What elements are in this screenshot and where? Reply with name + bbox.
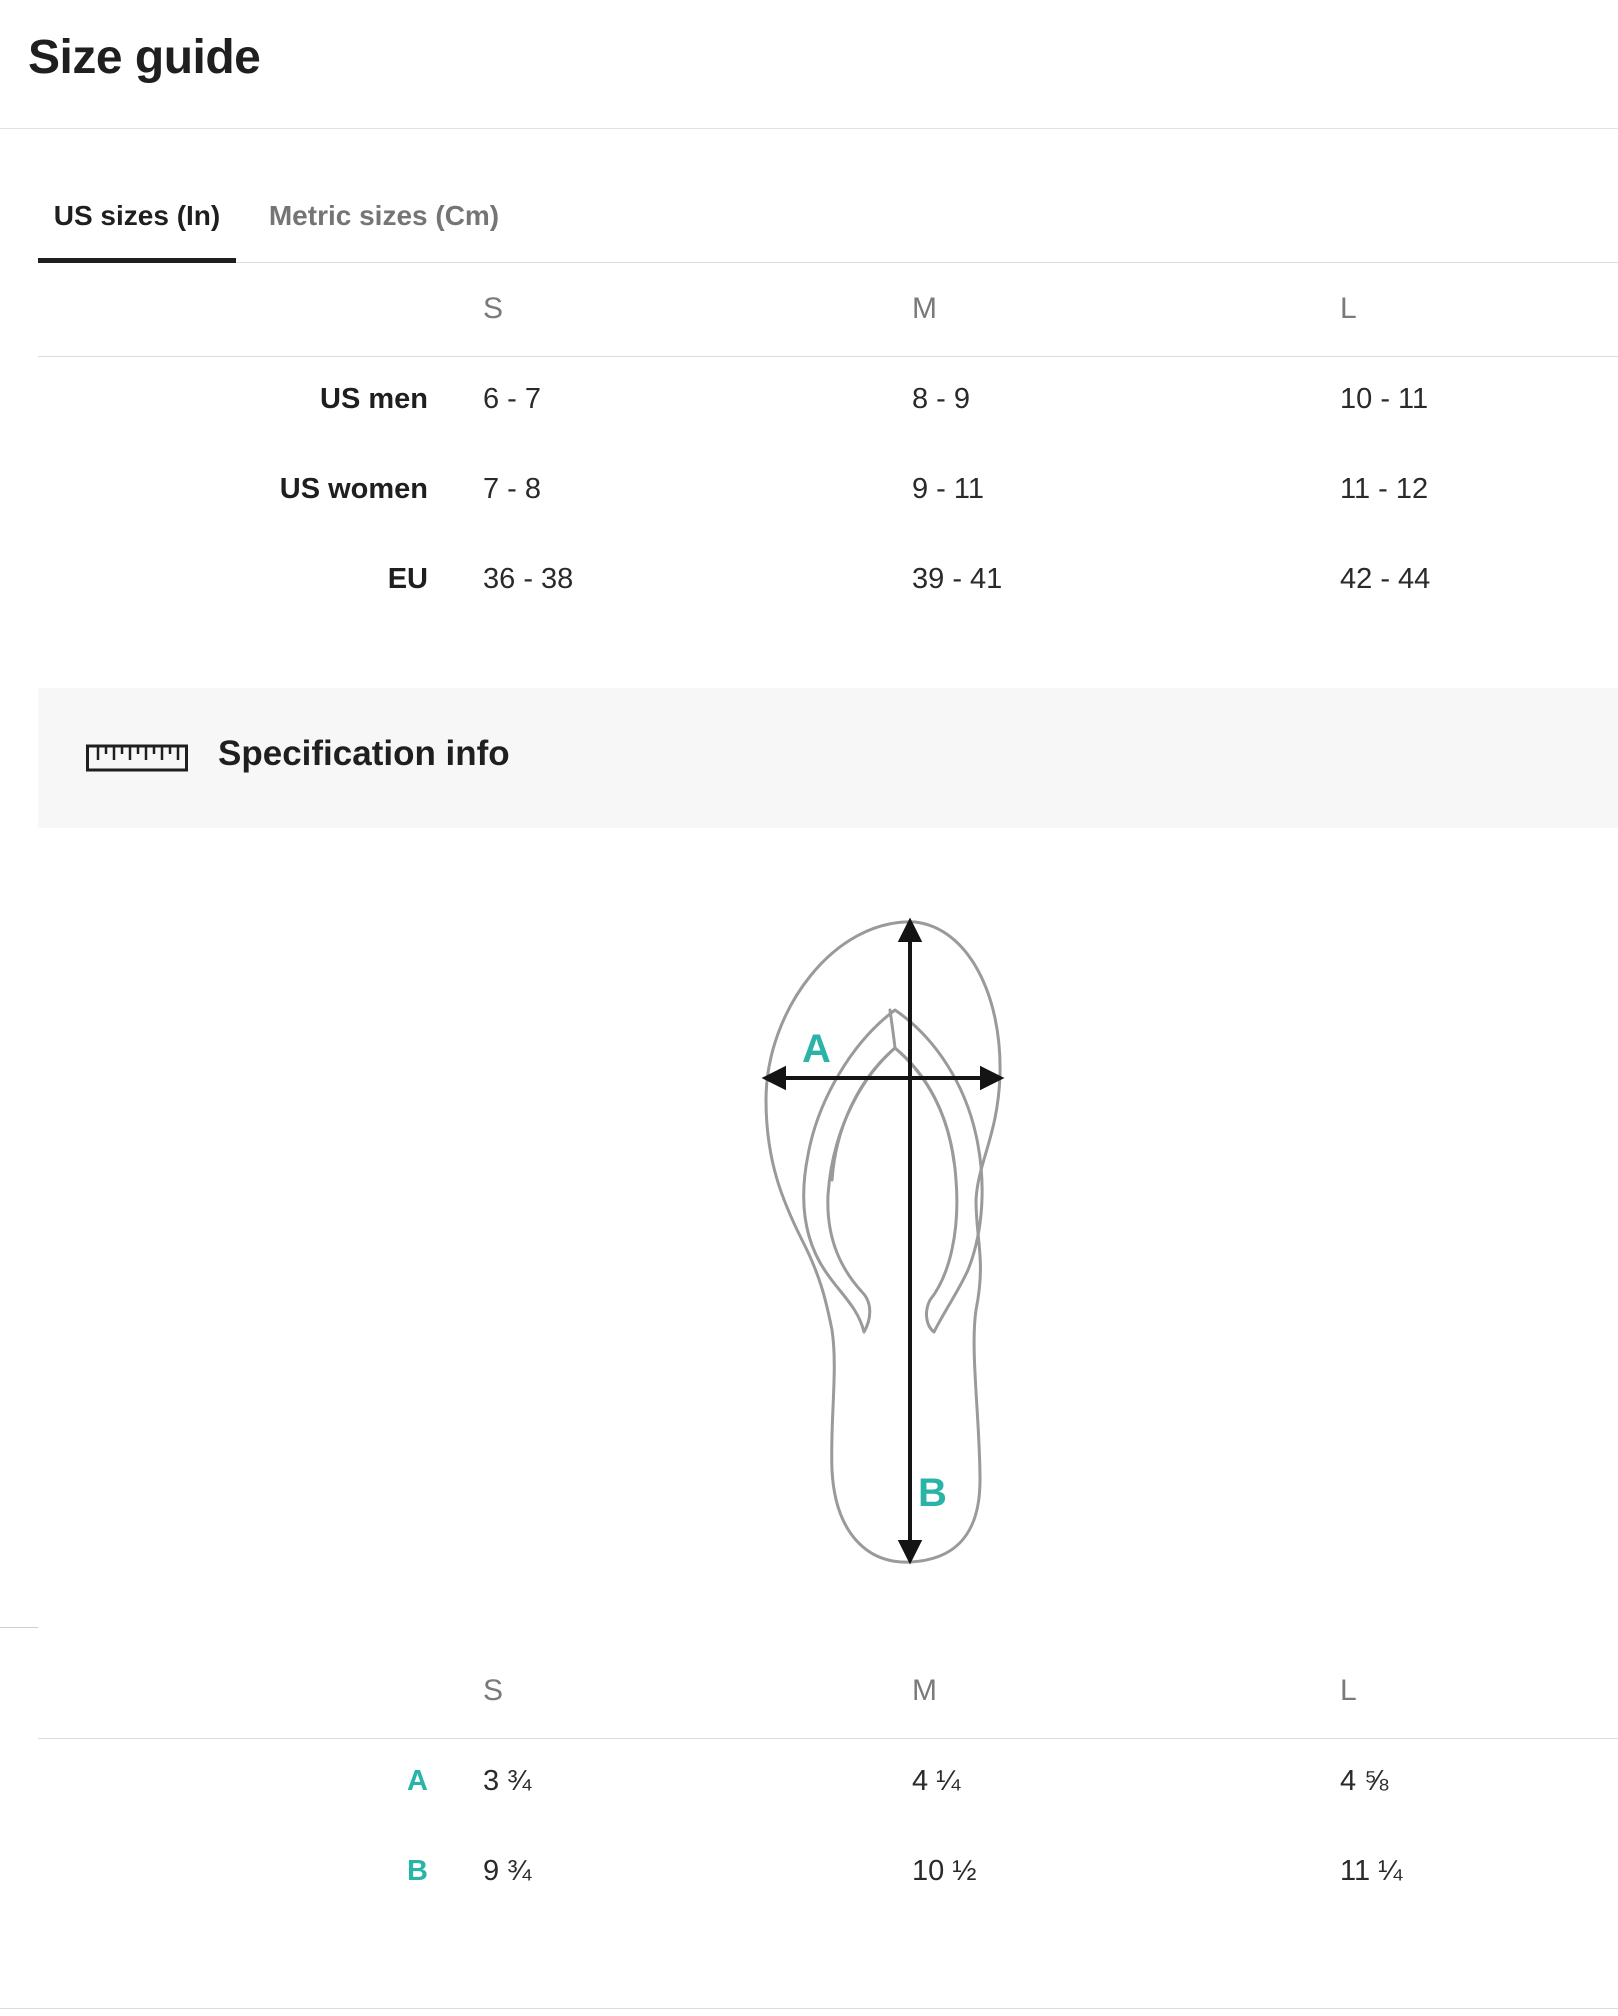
table-cell: 10 ½ <box>912 1855 977 1887</box>
table-header-row <box>38 1644 1618 1739</box>
column-header-l: L <box>1340 292 1357 325</box>
flip-flop-diagram-icon <box>740 900 1040 1580</box>
table-cell: 3 ¾ <box>483 1765 532 1797</box>
table-cell: 6 - 7 <box>483 383 542 415</box>
row-label: EU <box>387 563 428 595</box>
diagram-label-b: B <box>918 1471 947 1515</box>
row-label: US men <box>320 383 428 415</box>
column-header-s: S <box>483 1674 504 1707</box>
tab-us-sizes[interactable]: US sizes (In) <box>38 190 236 262</box>
modal-header <box>0 0 1618 129</box>
table-cell: 9 - 11 <box>912 473 985 505</box>
ruler-icon <box>86 743 188 773</box>
table-cell: 11 ¼ <box>1340 1855 1403 1887</box>
table-cell: 8 - 9 <box>912 383 971 415</box>
row-label-b: B <box>407 1855 428 1887</box>
tab-metric-sizes[interactable]: Metric sizes (Cm) <box>268 200 500 231</box>
table-row <box>38 357 1618 447</box>
measurement-table <box>38 1644 1618 1919</box>
specification-info-banner <box>38 688 1618 828</box>
table-cell: 10 - 11 <box>1340 383 1429 415</box>
divider <box>0 2008 1618 2009</box>
table-cell: 36 - 38 <box>483 563 574 595</box>
page-title: Size guide <box>28 31 261 84</box>
table-header-row <box>38 262 1618 357</box>
specification-title: Specification info <box>218 734 510 773</box>
column-header-m: M <box>912 292 937 325</box>
table-cell: 7 - 8 <box>483 473 542 505</box>
column-header-s: S <box>483 292 504 325</box>
column-header-m: M <box>912 1674 937 1707</box>
table-cell: 42 - 44 <box>1340 563 1431 595</box>
size-unit-tabs <box>38 190 1618 263</box>
table-row <box>38 1739 1618 1829</box>
table-row <box>38 537 1618 627</box>
row-label-a: A <box>407 1765 428 1797</box>
divider <box>0 1627 38 1628</box>
table-cell: 4 ⅝ <box>1340 1765 1389 1797</box>
row-label: US women <box>279 473 428 505</box>
column-header-l: L <box>1340 1674 1357 1707</box>
diagram-label-a: A <box>802 1027 831 1071</box>
table-row <box>38 1829 1618 1919</box>
table-cell: 11 - 12 <box>1340 473 1429 505</box>
table-cell: 4 ¼ <box>912 1765 961 1797</box>
table-cell: 9 ¾ <box>483 1855 532 1887</box>
table-cell: 39 - 41 <box>912 563 1003 595</box>
size-conversion-table <box>38 262 1618 627</box>
table-row <box>38 447 1618 537</box>
